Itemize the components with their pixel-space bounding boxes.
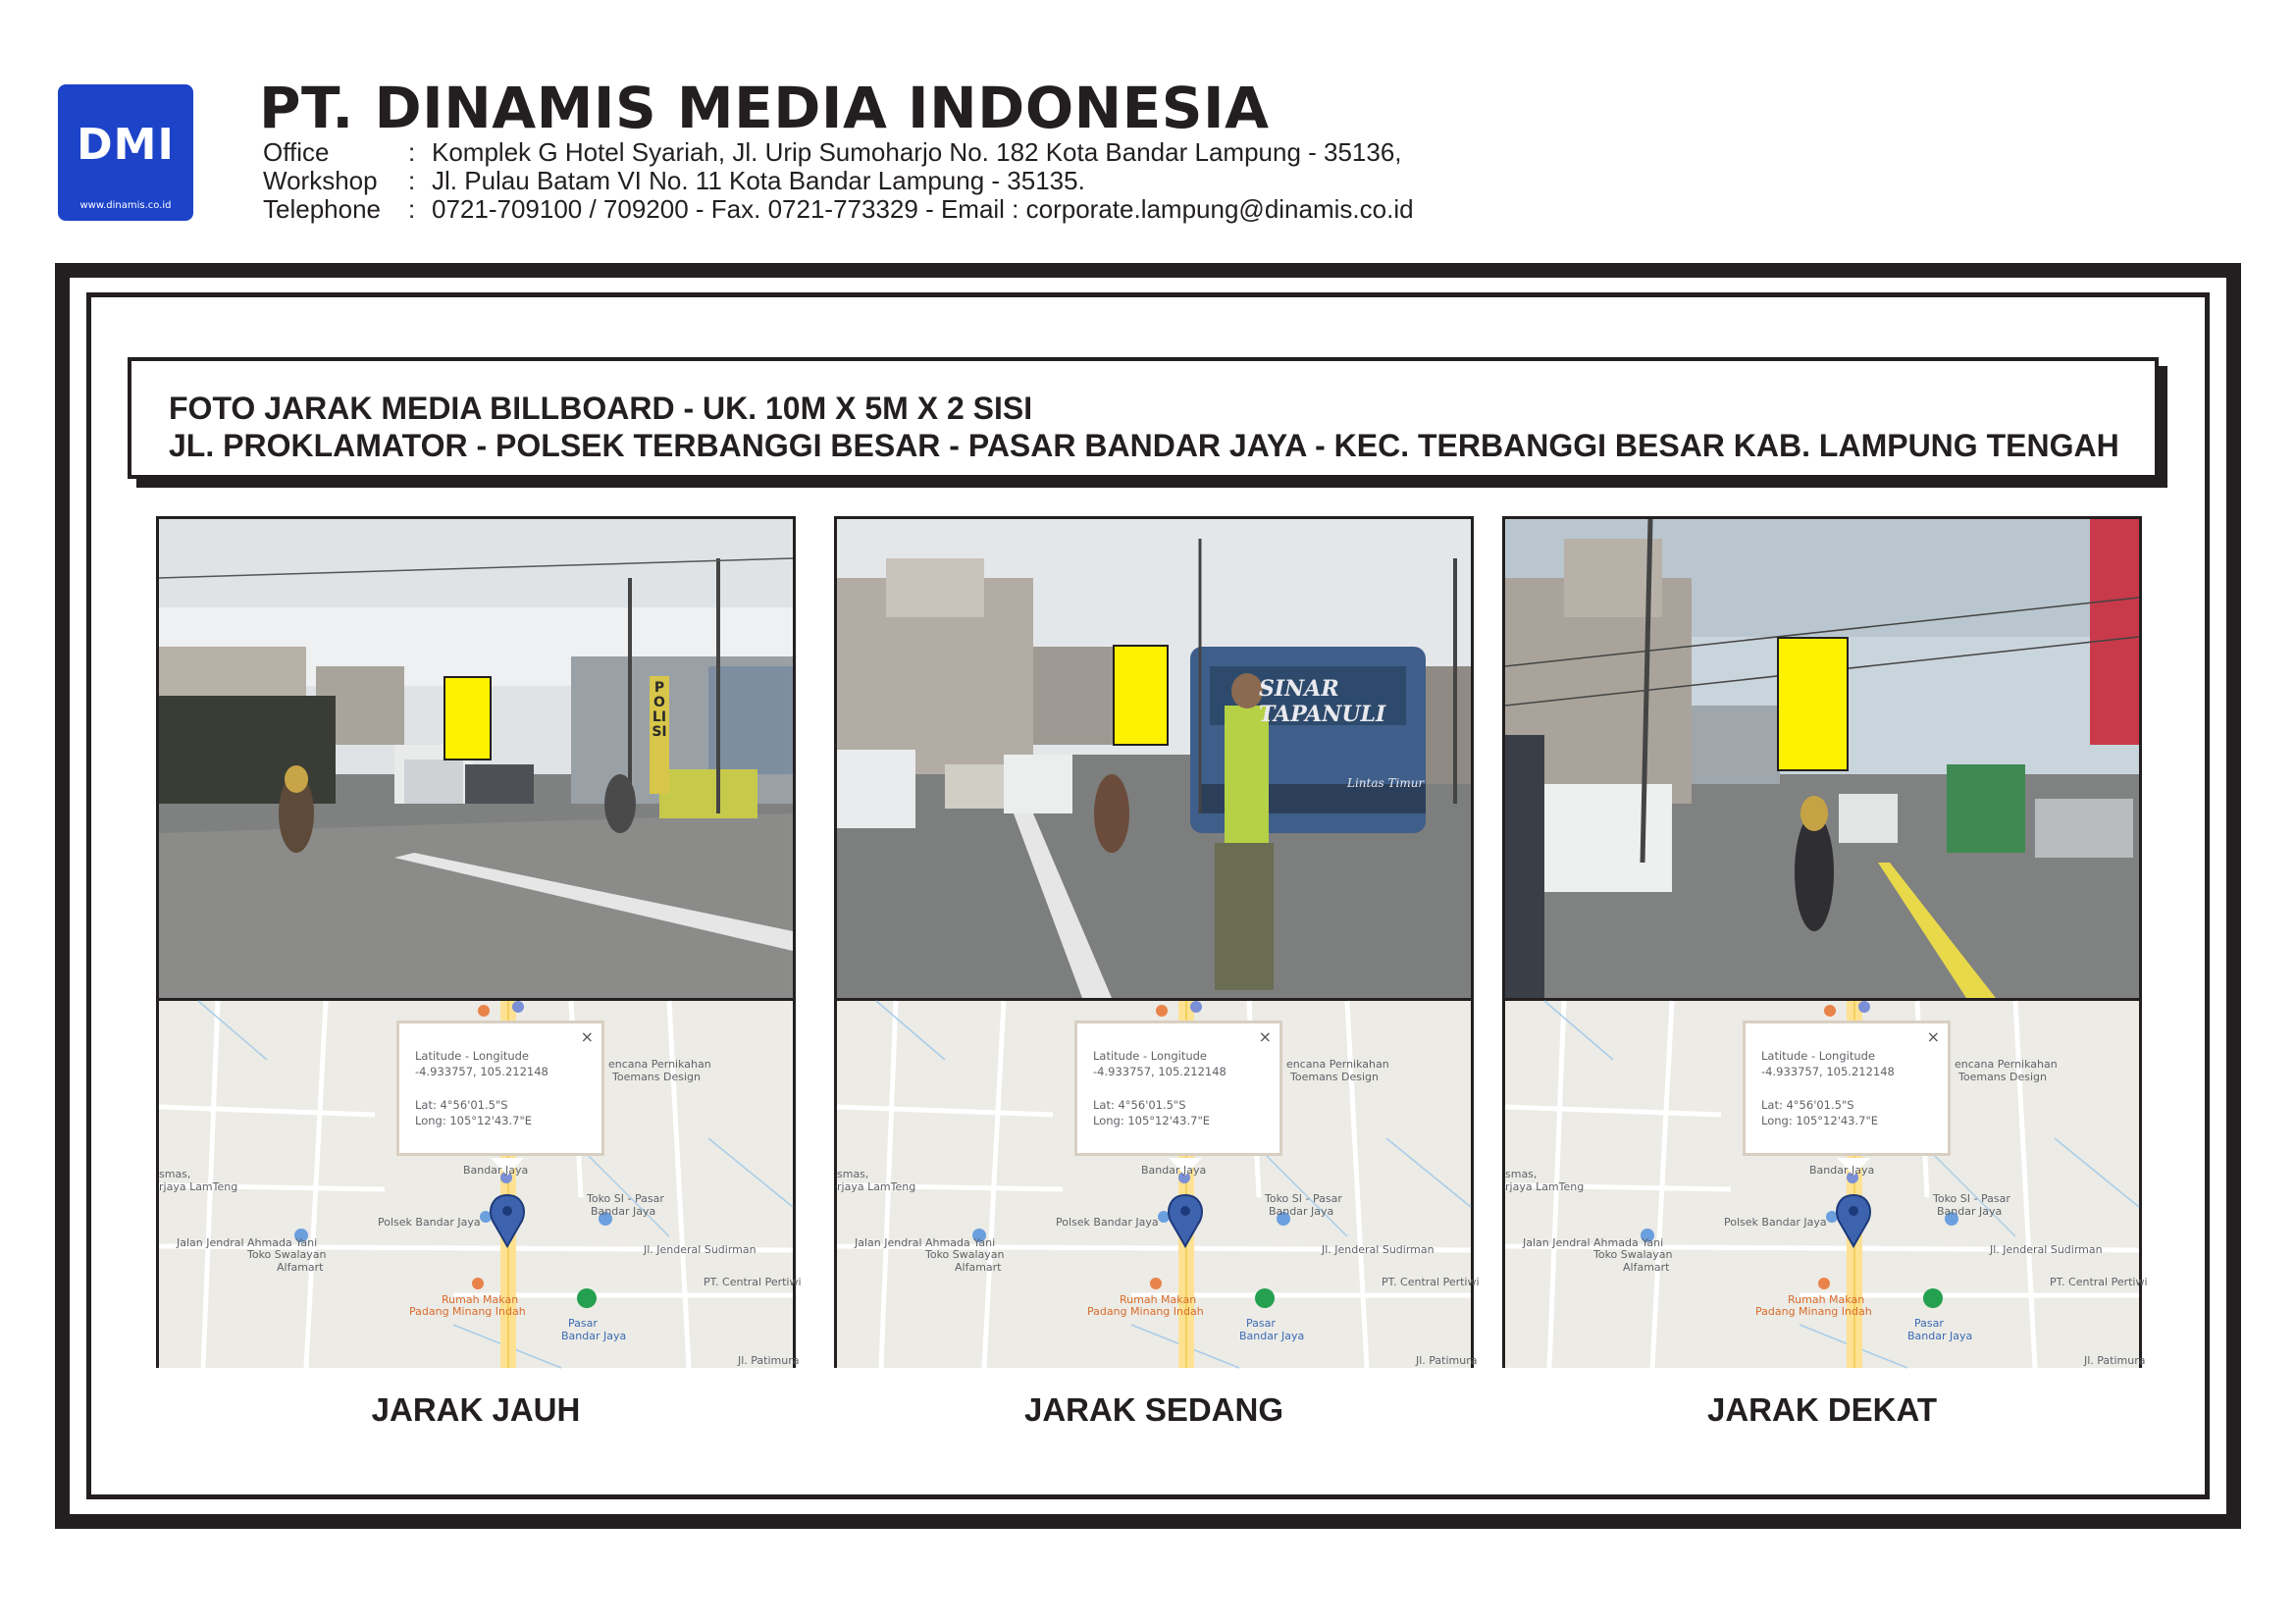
panel-jarak-sedang <box>834 516 1480 1368</box>
infowindow-lat: Lat: 4°56'01.5"S <box>1761 1098 1854 1112</box>
location-map <box>159 998 802 1367</box>
map-label-jalan-yani: Jalan Jendral Ahmada Yani <box>1523 1236 1664 1249</box>
map-label-bandar-jaya-top: Bandar Jaya <box>463 1164 529 1177</box>
map-label-smas: smas, <box>837 1168 869 1180</box>
map-label-toko-swalayan: Toko Swalayan <box>247 1248 327 1261</box>
map-label-pasar2: Bandar Jaya <box>1907 1330 1973 1342</box>
logo-url: www.dinamis.co.id <box>79 200 172 211</box>
map-label-rjaya: rjaya LamTeng <box>159 1180 238 1193</box>
infowindow-lat: Lat: 4°56'01.5"S <box>1093 1098 1186 1112</box>
map-label-rjaya: rjaya LamTeng <box>837 1180 916 1193</box>
map-label-toko-si2: Bandar Jaya <box>591 1205 656 1218</box>
map-label-alfamart: Alfamart <box>277 1261 324 1274</box>
map-label-padang: Padang Minang Indah <box>409 1305 526 1318</box>
map-label-sudirman: Jl. Jenderal Sudirman <box>1990 1243 2103 1256</box>
map-label-jalan-yani: Jalan Jendral Ahmada Yani <box>177 1236 318 1249</box>
map-label-bandar-jaya-top: Bandar Jaya <box>1809 1164 1875 1177</box>
workshop-line <box>263 166 1085 195</box>
separator: : <box>408 137 416 167</box>
map-label-rumah-makan: Rumah Makan <box>1120 1293 1197 1306</box>
street-photo-far <box>159 519 793 998</box>
map-label-alfamart: Alfamart <box>955 1261 1002 1274</box>
map-label-pasar: Pasar <box>1246 1317 1276 1330</box>
map-label-sudirman: Jl. Jenderal Sudirman <box>644 1243 757 1256</box>
map-label-central: PT. Central Pertiwi <box>2050 1276 2148 1288</box>
infowindow-heading: Latitude - Longitude <box>1093 1049 1207 1063</box>
coordinates-infowindow <box>396 1021 604 1156</box>
office-label: Office <box>263 137 330 167</box>
map-label-toemans: Toemans Design <box>612 1071 701 1083</box>
infowindow-lat: Lat: 4°56'01.5"S <box>415 1098 508 1112</box>
infowindow-long: Long: 105°12'43.7"E <box>1761 1114 1879 1127</box>
map-label-pasar2: Bandar Jaya <box>1239 1330 1305 1342</box>
company-name: PT. DINAMIS MEDIA INDONESIA <box>259 75 1270 141</box>
telephone-line <box>263 194 1414 224</box>
map-label-smas: smas, <box>159 1168 191 1180</box>
map-label-padang: Padang Minang Indah <box>1755 1305 1872 1318</box>
infowindow-coords: -4.933757, 105.212148 <box>1761 1065 1895 1078</box>
workshop-label: Workshop <box>263 166 378 195</box>
map-label-patimura: Jl. Patimura <box>2084 1354 2146 1367</box>
caption-jarak-dekat: JARAK DEKAT <box>1706 1391 1938 1428</box>
close-icon[interactable]: × <box>1258 1027 1272 1046</box>
close-icon[interactable]: × <box>580 1027 594 1046</box>
map-label-rumah-makan: Rumah Makan <box>1788 1293 1865 1306</box>
billboard-marker <box>1113 645 1169 746</box>
caption-jarak-sedang: JARAK SEDANG <box>1023 1391 1284 1428</box>
police-sign-text: POLISI <box>652 680 667 740</box>
map-label-pasar: Pasar <box>1914 1317 1944 1330</box>
company-logo <box>58 84 193 221</box>
map-label-toko-swalayan: Toko Swalayan <box>925 1248 1005 1261</box>
close-icon[interactable]: × <box>1926 1027 1940 1046</box>
map-label-toemans: Toemans Design <box>1290 1071 1379 1083</box>
telephone-value: 0721-709100 / 709200 - Fax. 0721-773329 - Email : corporate.lampung@dinamis.co.id <box>432 194 1414 224</box>
map-label-toko-swalayan: Toko Swalayan <box>1593 1248 1673 1261</box>
title-line-2: JL. PROKLAMATOR - POLSEK TERBANGGI BESAR - PASAR BANDAR JAYA - KEC. TERBANGGI BESAR KAB. LAMPUNG TENGAH <box>169 428 2119 463</box>
infowindow-heading: Latitude - Longitude <box>415 1049 529 1063</box>
infowindow-long: Long: 105°12'43.7"E <box>1093 1114 1211 1127</box>
map-label-sudirman: Jl. Jenderal Sudirman <box>1322 1243 1435 1256</box>
map-label-rjaya: rjaya LamTeng <box>1505 1180 1585 1193</box>
separator: : <box>408 194 416 224</box>
map-label-polsek: Polsek Bandar Jaya <box>1724 1216 1827 1229</box>
map-label-rumah-makan: Rumah Makan <box>442 1293 519 1306</box>
title-line-1: FOTO JARAK MEDIA BILLBOARD - UK. 10M X 5M X 2 SISI <box>169 391 1033 426</box>
logo-text: DMI <box>77 120 175 170</box>
billboard-marker <box>444 676 492 760</box>
workshop-address: Jl. Pulau Batam VI No. 11 Kota Bandar Lampung - 35135. <box>432 166 1085 195</box>
infowindow-coords: -4.933757, 105.212148 <box>1093 1065 1226 1078</box>
map-label-padang: Padang Minang Indah <box>1087 1305 1204 1318</box>
caption-jarak-jauh: JARAK JAUH <box>371 1391 581 1428</box>
map-label-pasar2: Bandar Jaya <box>561 1330 627 1342</box>
map-label-patimura: Jl. Patimura <box>1416 1354 1478 1367</box>
map-label-central: PT. Central Pertiwi <box>704 1276 802 1288</box>
map-label-jalan-yani: Jalan Jendral Ahmada Yani <box>855 1236 996 1249</box>
telephone-label: Telephone <box>263 194 381 224</box>
street-photo-near <box>1505 519 2139 998</box>
infowindow-long: Long: 105°12'43.7"E <box>415 1114 533 1127</box>
map-label-smas: smas, <box>1505 1168 1538 1180</box>
map-label-toko-si: Toko SI - Pasar <box>587 1192 664 1205</box>
map-label-central: PT. Central Pertiwi <box>1382 1276 1480 1288</box>
panel-jarak-dekat <box>1502 516 2148 1368</box>
map-label-toko-si: Toko SI - Pasar <box>1933 1192 2010 1205</box>
map-label-alfamart: Alfamart <box>1623 1261 1670 1274</box>
office-address: Komplek G Hotel Syariah, Jl. Urip Sumoharjo No. 182 Kota Bandar Lampung - 35136, <box>432 137 1402 167</box>
map-label-toko-si2: Bandar Jaya <box>1937 1205 2003 1218</box>
bus-name: SINAR TAPANULI <box>1259 676 1386 727</box>
map-label-pasar: Pasar <box>568 1317 598 1330</box>
location-map <box>837 998 1480 1367</box>
map-label-patimura: Jl. Patimura <box>738 1354 800 1367</box>
map-label-bandar-jaya-top: Bandar Jaya <box>1141 1164 1207 1177</box>
office-line <box>263 137 1402 167</box>
map-label-toemans: Toemans Design <box>1958 1071 2047 1083</box>
separator: : <box>408 166 416 195</box>
map-label-toko-si2: Bandar Jaya <box>1269 1205 1334 1218</box>
bus-route: Lintas Timur <box>1347 776 1425 790</box>
map-label-rencana: encana Pernikahan <box>1955 1058 2058 1071</box>
coordinates-infowindow <box>1074 1021 1282 1156</box>
panel-jarak-jauh <box>156 516 802 1368</box>
map-label-polsek: Polsek Bandar Jaya <box>378 1216 481 1229</box>
map-label-rencana: encana Pernikahan <box>1286 1058 1389 1071</box>
billboard-marker <box>1777 637 1849 771</box>
location-map <box>1505 998 2148 1367</box>
title-box <box>128 357 2159 479</box>
infowindow-coords: -4.933757, 105.212148 <box>415 1065 548 1078</box>
street-photo-medium <box>837 519 1471 998</box>
map-label-toko-si: Toko SI - Pasar <box>1265 1192 1342 1205</box>
coordinates-infowindow <box>1743 1021 1951 1156</box>
infowindow-heading: Latitude - Longitude <box>1761 1049 1875 1063</box>
map-label-rencana: encana Pernikahan <box>608 1058 711 1071</box>
map-label-polsek: Polsek Bandar Jaya <box>1056 1216 1159 1229</box>
